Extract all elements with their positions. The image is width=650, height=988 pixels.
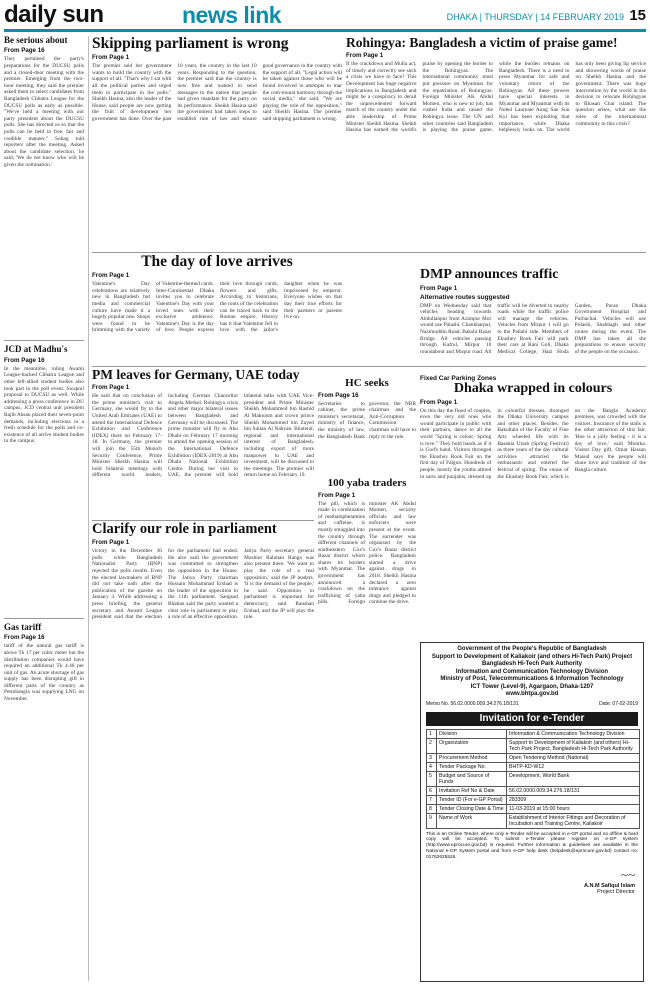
jump-from: From Page 16 bbox=[4, 634, 45, 642]
jump-from: From Page 1 bbox=[92, 54, 130, 62]
article-body: tariff of the natural gas tariff is above Tk 17 per cubic meter but the distribution companies would have required an additional Tk 4.46 per unit of gas. An acute shortage of gas supply has been disrupting gift in different parts of the country as Petrobangla was supplying LNG on November. bbox=[4, 643, 84, 703]
article-body: victory in the December 30 polls while Bangladesh Nationalist Party (BNP) rejected the polls results. Even the elected lawmakers of BNP did not take oath after the publication of the gazette on January 3. While addressing a press briefing, the general secretary and Awami League president said that the election for the parliament had ended. He also said the government was committed to strengthen the opposition in the House. The Jatiya Party chairman Hussain Muhammad Ershad is the leader of the opposition in the 11th parliament. Sangsad Bhaban said the party wanted a clear role in parliament to play a role of an effective opposition. Jatiya Party secretary general Moshiur Rahman Ranga was also present there. 'We want to play the role of a real opposition,' said the JP leaders. 'It is the demand of the people,' he said. Opposition in parliament is important for democracy, said Raushan Ershad, and the JP will play the role. bbox=[92, 548, 314, 621]
article-body: If the crackdown and Mulla act, of timely and correctly see such a crisis we have to face? This Development has huge negative implications in Bangladesh and might be a conspiracy to derail the unprecedented forward march of the country under the able leadership of Prime Minister Sheikh Hasina. Sheikh Hasina has earned the world's praise by opening the border to the Rohingyas. The international community must put pressure on Myanmar for the repatriation of Rohingyas. Foreign Minister AK Abdul Momen, who is new to job, has visited India and raised the Rohingya issue. The UN and other countries said Bangladesh is playing the praise game, while the burden remains on Bangladesh. There is a need to press Myanmar for safe and voluntary return of the Rohingyas. All these powers have special interests in Myanmar and Myanmar with its Nobel Laureate Aung San Suu Kyi has been exploiting that importance, while Dhaka helplessly looks on. The world has only been giving lip service and showering words of praise on Sheikh Hasina and the government. There was huge intervention by the world in the decision to relocate Rohingyas to Bhasan Char island. The question arises, what are the roles of the international community in this crisis? bbox=[346, 61, 646, 134]
jump-from: From Page 1 bbox=[92, 539, 130, 547]
article-body: DMP on Wednesday said that vehicles heading towards Abdullahpur from Azimpur Mor would use Palashi, Chankharpul, Nazimuddin Road. Bakshi Bazar Bridge. All vehicles passing through Kafrul, Mirpur 10 roundabout and Mirpur road. All traffic will be diverted to nearby roads while the traffic police will manage the vehicles. Vehicles from Mirpur 1 will go to the Pallabi side. Members of Ekushey Book Fair will park their cars at Rani Goli, Dhaka Medical College, Hazi Hoda Garden, Puran Dhaka Government Hospital and Purbachal. Vehicles will use Polashi, Shahbagh and other routes during the event. The DMP has taken all the preparations to ensure security of the people on the occasion. bbox=[420, 302, 646, 355]
headline-be-serious: Be serious about bbox=[4, 35, 68, 45]
table-cell: 2 bbox=[427, 738, 437, 753]
table-cell: Organization bbox=[437, 738, 507, 753]
table-cell: 283309 bbox=[507, 795, 640, 804]
article-dmp bbox=[420, 267, 646, 382]
article-hc-seeks bbox=[318, 378, 416, 474]
jump-from: From Page 1 bbox=[346, 52, 384, 60]
table-cell: Development, World Bank bbox=[507, 771, 640, 786]
article-rohingya bbox=[346, 36, 646, 248]
article-body: He said that on conclusion of the prime minister's visit to Germany, she would fly to the United Arab Emirates (UAE) to attend the International Defence Exhibition and Conference (IDEX) there on February 17-18. In Germany, the premier will join the 55th Munich Security Conference, Prime Minister Sheikh Hasina will hold bilateral meetings with different world leaders, including German Chancellor Angela Merkel. Rohingya crisis and other major bilateral issues between Bangladesh and Germany will be discussed. The prime minister will fly to Abu Dhabi on February 17 morning to attend the opening session of the International Defence Exhibition (IDEX-2019) at Abu Dhabi National Exhibition Centre. During her visit to UAE, the premier will hold bilateral talks with UAE Vice-president and Prime Minister Sheikh Mohammed bin Rashid Al Maktoum and crown prince Sheikh Mohammed bin Zayed bin Sultan Al Nahyan. Bilateral, regional and international interest of Bangladesh, including export of more manpower to UAE and investment, will be discussed in the meetings. The premier will return home on February 19. bbox=[92, 393, 314, 479]
article-body: Valentine's Day celebrations are relatively new in Bangladesh but media and commercial culture have made it a hugely popular one. Shops were found to be brimming with the variety of Valentine-themed cards. Inter-Continental Dhaka invites you to celebrate Valentine's Day with your loved ones with their exclusive ambience. Valentine's Day is the day of love. People express their love through cards, flowers and gifts. According to historians, the roots of the celebration can be traced back to the Roman empire. History has it that Valentine fell in love with the jailor's daughter when he was imprisoned by emperor. Everyone wishes on that day their true efforts for their partners or parents live on. bbox=[92, 281, 342, 334]
headline: PM leaves for Germany, UAE today bbox=[92, 367, 300, 382]
divider bbox=[4, 618, 84, 619]
jump-from: From Page 1 bbox=[92, 384, 130, 392]
table-cell: 1 bbox=[427, 729, 437, 738]
jump-from: From Page 16 bbox=[4, 47, 45, 55]
table-row bbox=[427, 813, 640, 828]
table-cell: Name of Work bbox=[437, 813, 507, 828]
table-cell: Tender Closing Date & Time bbox=[437, 804, 507, 813]
article-body: In the meantime, ruling Awami League-backed Chhatra League and other left-allied student bodies also took part in the poll event. Swapnil proposal to DUCSU as well. While addressing a press conference in DU campus, JCD central unit president Rajib Ahsan placed their seven-point demands, including elections in a fresh schedule for the polls and co-existence of all active student bodies in the campus. bbox=[4, 365, 84, 445]
article-body: On this day the flood of couples, even the very old ones who would participate in public with their partners, dance to all the world "Spring is colour; Spring is love." They hold hands as if it is God's hand. Visitors thronged the Ekushey Book Fair on the first day of Falgun. Hundreds of people, mostly the youths attired in saris and punjabis, dressed up in colourful dresses, thronged the Dhaka University campus and other places. Besides, the Bakultala of the Faculty of Fine Arts wheeled life with its Basanta Utsab (Spring Festival) as three years of the day cultural activities attracted the enthusiastic and entered the festival of spring. The venue of the Ekushey Book Fair, which is on the Bangla Academy premises, was crowded with the visitors. Insurance of the stalls is the other attraction of this fair. 'Hoe is a jolly feeling - it is a day of love,' said Monika. Visitor Day gift, Omar Hassan Masud says the people will share love and tradition of the Bangla culture. bbox=[420, 407, 646, 480]
newspaper-name: daily sun bbox=[4, 1, 104, 28]
jump-from: From Page 1 bbox=[92, 272, 130, 280]
table-cell: Division bbox=[437, 729, 507, 738]
left-column bbox=[4, 36, 84, 981]
subhead-parking: Fixed Car Parking Zones bbox=[420, 374, 497, 382]
headline: Rohingya: Bangladesh a victim of praise game! bbox=[346, 35, 618, 50]
signer-name: A.N.M Safiqul Islam bbox=[583, 883, 635, 890]
jump-from: From Page 16 bbox=[318, 391, 359, 399]
article-yaba bbox=[318, 478, 416, 728]
headline: Dhaka wrapped in colours bbox=[453, 381, 613, 396]
table-row bbox=[427, 771, 640, 786]
headline: Clarify our role in parliament bbox=[92, 521, 277, 537]
table-row bbox=[427, 753, 640, 762]
section-rule bbox=[92, 520, 314, 521]
table-cell: Procurement Method bbox=[437, 753, 507, 762]
table-cell: 56.02.0000.009.34.276.18/131 bbox=[507, 786, 640, 795]
table-cell: 7 bbox=[427, 795, 437, 804]
article-pm-leaves bbox=[92, 368, 314, 518]
signer-role: Project Director bbox=[597, 889, 635, 896]
jump-from: From Page 1 bbox=[318, 491, 356, 499]
article-body: The premier said her government wants to build the country with the support of all. "That's why I sat with all the political parties and urged them to participate in the polls." Sheikh Hasina, also the leader of the House, said people are now getting the fruit of development her government has done. Over the past 10 years, the country in the last 10 years. Responding to the question, the premier said that the country is now free and wanted to send messages to the nation that people had given mandate for the party on its performance. Sheikh Hasina said the government had taken steps to establish rule of law and ensure good governance in the country with the support of all. "Legal action will be taken against those who will be found involved in attempts to mar the com-munal harmony through the social media," she said. "We are playing the role of the opposition," said Sheikh Hasina. The premier said skipping parliament is wrong. bbox=[92, 63, 342, 123]
table-cell: BHTP-KD-W12 bbox=[507, 762, 640, 771]
table-row bbox=[427, 738, 640, 753]
table-cell: Information & Communication Technology Division bbox=[507, 729, 640, 738]
tender-table bbox=[426, 729, 640, 829]
memo-number: Memo No. 56.02.0000.009.34.276.18/131 bbox=[426, 700, 519, 707]
article-body: The pill, which is made in combination of methamphetamine and caffeine, is mostly smuggled into the country through different channels of southeastern Cox's Bazar district which shares its borders with Myanmar. The government has announced a crackdown on the trafficking of yaba pills. Foreign minister AK Abdul Momen, security officials and law enforcers were present at the event. The surrender was organised by the Cox's Bazar district police. Bangladesh started a drive against drugs in 2018. Sheikh Hasina declared a zero tolerance against drugs and pledged to continue the drive. bbox=[318, 500, 416, 606]
masthead bbox=[4, 2, 646, 28]
table-cell: Invitation Ref No & Date bbox=[437, 786, 507, 795]
section-rule bbox=[92, 366, 646, 367]
table-row bbox=[427, 795, 640, 804]
headline: Skipping parliament is wrong bbox=[92, 35, 289, 52]
table-cell: 8 bbox=[427, 804, 437, 813]
table-cell: Establishment of Interior Fittings and Decoration of Incubation and Training Centre, Kaliakoir bbox=[507, 813, 640, 828]
tender-note: This is an Online Tender, where only e-Tender will be accepted in e-GP portal and no offline & hard copy will be accepted. To submit e-Tender please register on e-GP system (http://www.eprocure.gov.bd) is required. Further information & guidelines are available in the National e-GP System portal and from e-GP help desk (helpdesk@eprocure.gov.bd) contact no: 01762625526. bbox=[426, 831, 638, 860]
table-cell: 6 bbox=[427, 786, 437, 795]
table-cell: 5 bbox=[427, 771, 437, 786]
table-cell: Open Tendering Method (National) bbox=[507, 753, 640, 762]
page-number: 15 bbox=[629, 7, 646, 24]
section-rule bbox=[92, 252, 646, 253]
article-valentine bbox=[92, 254, 342, 364]
table-row bbox=[427, 786, 640, 795]
table-cell: Tender Package No. bbox=[437, 762, 507, 771]
section-name: news link bbox=[182, 2, 282, 28]
table-cell: 3 bbox=[427, 753, 437, 762]
memo-date: Date: 07-02-2019 bbox=[599, 700, 638, 707]
subhead-routes: Alternative routes suggested bbox=[420, 293, 510, 301]
table-row bbox=[427, 762, 640, 771]
headline: HC seeks bbox=[345, 377, 389, 389]
table-cell: Budget and Source of Funds bbox=[437, 771, 507, 786]
tender-title: Invitation for e-Tender bbox=[426, 712, 638, 726]
table-cell: Support to Development of Kaliakoir (and others) Hi-Tech Park Project, Bangladesh Hi-Tech Park Authority bbox=[507, 738, 640, 753]
memo-line bbox=[421, 699, 643, 709]
column-rule bbox=[88, 36, 89, 981]
masthead-rule bbox=[4, 29, 646, 32]
divider bbox=[4, 340, 84, 341]
jump-from: From Page 1 bbox=[420, 398, 458, 406]
jump-from: From Page 16 bbox=[4, 356, 45, 364]
signature: ~~ bbox=[620, 867, 635, 883]
issue-date: DHAKA | THURSDAY | 14 FEBRUARY 2019 bbox=[446, 12, 624, 22]
table-cell: 9 bbox=[427, 813, 437, 828]
table-cell: 11-03-2019 at 15:00 hours bbox=[507, 804, 640, 813]
table-cell: Tender ID (For e-GP Portal) bbox=[437, 795, 507, 804]
headline-jcd: JCD at Madhu's bbox=[4, 344, 68, 355]
article-dhaka-wrapped bbox=[420, 382, 646, 637]
headline: 100 yaba traders bbox=[327, 477, 407, 489]
article-skipping-parliament bbox=[92, 36, 342, 248]
jump-from: From Page 1 bbox=[420, 284, 458, 292]
table-cell: 4 bbox=[427, 762, 437, 771]
tender-header: Government of the People's Republic of Bangladesh Support to Development of Kaliakoir (and others Hi-Tech Park) Project Bangladesh Hi-Tech Park Authority Information and Communication Technology Division Ministry of Post, Telecommunications & Information Technology ICT Tower (Level-9), Agargaon, Dhaka-1207 www.bhtpa.gov.bd bbox=[431, 646, 633, 697]
article-clarify bbox=[92, 522, 314, 982]
article-body: They pertained the party's preparations for the DUCSU polls and a closed-door meeting with the premier. Emerging from the two-hour meeting, they said the premier asked them to select candidates from Bangladesh Chhatra League for the DUCSU polls as early as possible. "We've held a meeting with our party president about the DUCSU polls. She has directed us so that the polls can be held in free, fair and credible manner," Sohag told reporters after the meeting. Asked about the candidate selection, he said, 'We do not know who will be given the nomination.' bbox=[4, 56, 84, 168]
headline-gas-tariff: Gas tariff bbox=[4, 621, 42, 632]
article-body: Secretaries to cabinet, the prime minister's secretariat, ministry of finance, the ministry of law, the Bangladesh Bank governor, the NBR chairman and the Anti-Corruption Commission chairman will have to reply to the rule. bbox=[318, 400, 416, 440]
tender-advertisement bbox=[420, 642, 644, 982]
headline: DMP announces traffic bbox=[420, 267, 559, 282]
headline: The day of love arrives bbox=[141, 253, 293, 270]
table-row bbox=[427, 804, 640, 813]
table-row bbox=[427, 729, 640, 738]
